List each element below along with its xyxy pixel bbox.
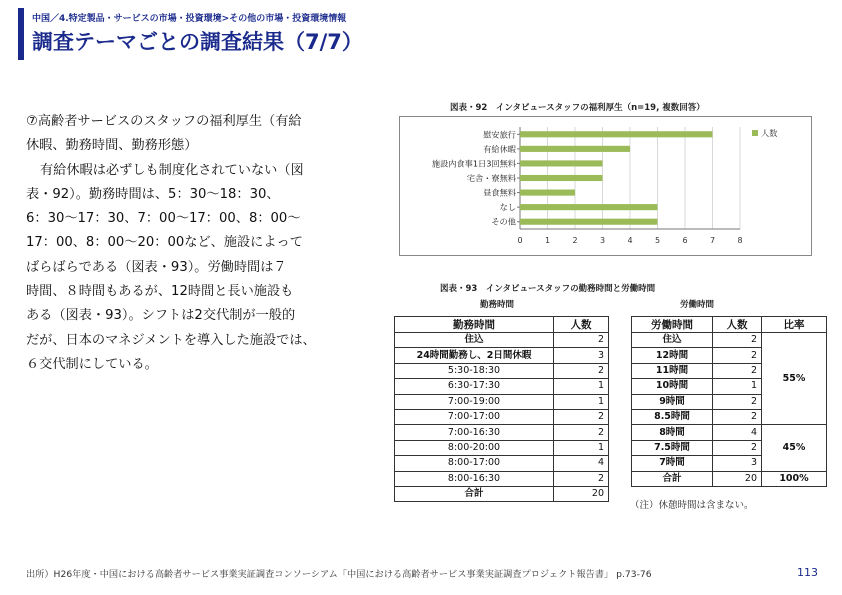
bar xyxy=(520,160,603,166)
x-tick-label: 0 xyxy=(517,236,523,245)
x-tick-label: 3 xyxy=(599,236,606,245)
table-cell: 2 xyxy=(554,471,609,486)
legend-swatch xyxy=(752,130,758,136)
bar xyxy=(520,219,658,225)
table-cell: 7時間 xyxy=(632,456,713,471)
table-row xyxy=(395,409,609,424)
table-row xyxy=(395,425,609,440)
table-cell: 20 xyxy=(713,471,762,486)
page-title: 調査テーマごとの調査結果（7/7） xyxy=(32,30,363,54)
column-header: 労働時間 xyxy=(632,317,713,333)
category-label: 施設内食事1日3回無料 xyxy=(431,158,516,169)
table-cell: 4 xyxy=(713,425,762,440)
table-cell: 8:00-20:00 xyxy=(395,440,554,455)
paragraph-line: 17：00、8：00〜20：00など、施設によって xyxy=(26,235,303,251)
paragraph-line: ６交代制にしている。 xyxy=(26,356,158,372)
figure-92-chart xyxy=(399,116,812,256)
table-cell: 2 xyxy=(554,409,609,424)
table-cell: 1 xyxy=(554,379,609,394)
x-tick-label: 7 xyxy=(709,236,716,245)
bar xyxy=(520,131,713,137)
paragraph-line: ばらばらである（図表・93）。労働時間は７ xyxy=(26,259,287,275)
paragraph-line: だが、日本のマネジメントを導入した施設では、 xyxy=(26,332,316,348)
bar xyxy=(520,175,603,181)
table-cell: 24時間勤務し、2日間休暇 xyxy=(395,348,554,363)
table-cell: 2 xyxy=(554,425,609,440)
x-tick-label: 6 xyxy=(682,236,688,245)
paragraph-line: 時間、８時間もあるが、12時間と長い施設も xyxy=(26,284,294,300)
labor-hours-label: 労働時間 xyxy=(680,300,715,310)
x-tick-label: 1 xyxy=(544,236,551,245)
category-label: なし xyxy=(499,202,516,213)
table-row xyxy=(395,363,609,378)
section-heading-line: 休暇、勤務時間、勤務形態） xyxy=(26,138,198,154)
category-label: 昼食無料 xyxy=(483,187,516,198)
bar xyxy=(520,204,658,210)
table-cell: 100% xyxy=(762,471,827,486)
breadcrumb: 中国／4.特定製品・サービスの市場・投資環境>その他の市場・投資環境情報 xyxy=(32,14,347,24)
table-cell: 6:30-17:30 xyxy=(395,379,554,394)
paragraph-line: ある（図表・93）。シフトは2交代制が一般的 xyxy=(26,308,296,324)
table-cell: 2 xyxy=(713,440,762,455)
table-cell: 2 xyxy=(713,394,762,409)
table-row xyxy=(395,394,609,409)
table-cell: 12時間 xyxy=(632,348,713,363)
table-row xyxy=(395,471,609,486)
table-total-row xyxy=(395,486,609,501)
table-cell: 5:30-18:30 xyxy=(395,363,554,378)
column-header: 勤務時間 xyxy=(395,317,554,333)
table-row xyxy=(395,348,609,363)
table-row xyxy=(632,333,827,348)
table-cell: 8:00-16:30 xyxy=(395,471,554,486)
ratio-cell: 55% xyxy=(762,333,827,425)
column-header: 人数 xyxy=(713,317,762,333)
table-cell: 8.5時間 xyxy=(632,409,713,424)
section-heading-line: ⑦高齢者サービスのスタッフの福利厚生（有給 xyxy=(26,114,302,129)
work-hours-table xyxy=(394,316,609,502)
table-cell: 20 xyxy=(554,486,609,501)
table-row xyxy=(395,379,609,394)
table-row xyxy=(632,425,827,440)
page-number: 113 xyxy=(797,566,818,579)
table-cell: 2 xyxy=(554,333,609,348)
table-cell: 7:00-17:00 xyxy=(395,409,554,424)
title-accent-bar xyxy=(18,8,24,60)
table-cell: 2 xyxy=(713,333,762,348)
category-label: 慰安旅行 xyxy=(483,129,516,140)
table-cell: 7.5時間 xyxy=(632,440,713,455)
table-cell: 1 xyxy=(713,379,762,394)
paragraph-line: 表・92）。勤務時間は、5：30〜18：30、 xyxy=(26,186,280,202)
table-header-row xyxy=(632,317,827,333)
table-cell: 3 xyxy=(554,348,609,363)
table-cell: 合計 xyxy=(632,471,713,486)
table-cell: 4 xyxy=(554,456,609,471)
body-text xyxy=(26,110,368,377)
table-cell: 7:00-16:30 xyxy=(395,425,554,440)
table-cell: 1 xyxy=(554,440,609,455)
table-row xyxy=(395,456,609,471)
work-hours-label: 勤務時間 xyxy=(480,300,515,310)
table-cell: 8:00-17:00 xyxy=(395,456,554,471)
x-tick-label: 2 xyxy=(572,236,578,245)
x-tick-label: 5 xyxy=(654,236,661,245)
table-cell: 9時間 xyxy=(632,394,713,409)
table-row xyxy=(395,440,609,455)
category-label: その他 xyxy=(491,216,516,227)
table-cell: 2 xyxy=(713,363,762,378)
table-cell: 住込 xyxy=(395,333,554,348)
column-header: 人数 xyxy=(554,317,609,333)
table-cell: 2 xyxy=(713,409,762,424)
table-cell: 7:00-19:00 xyxy=(395,394,554,409)
paragraph-line: 有給休暇は必ずしも制度化されていない（図 xyxy=(40,162,304,178)
figure-93-title: 図表・93 インタビュースタッフの勤務時間と労働時間 xyxy=(440,284,656,294)
ratio-cell: 45% xyxy=(762,425,827,471)
table-cell: 2 xyxy=(554,363,609,378)
table-cell: 10時間 xyxy=(632,379,713,394)
figure-92-title: 図表・92 インタビュースタッフの福利厚生（n=19, 複数回答） xyxy=(450,103,705,113)
table-header-row xyxy=(395,317,609,333)
category-label: 宅舎・寮無料 xyxy=(466,173,516,183)
x-tick-label: 8 xyxy=(737,236,743,245)
table-note: （注）休憩時間は含まない。 xyxy=(630,500,754,511)
category-label: 有給休暇 xyxy=(483,143,516,154)
labor-hours-table xyxy=(631,316,827,487)
bar xyxy=(520,146,630,152)
x-tick-label: 4 xyxy=(627,236,633,245)
table-cell: 住込 xyxy=(632,333,713,348)
table-cell: 1 xyxy=(554,394,609,409)
figure-92-svg xyxy=(400,117,811,255)
legend-label: 人数 xyxy=(761,128,778,138)
paragraph-line: 6：30〜17：30、7：00〜17：00、8：00〜 xyxy=(26,211,301,227)
source-citation: 出所）H26年度・中国における高齢者サービス事業実証調査コンソーシアム「中国における高齢者サービス事業実証調査プロジェクト報告書」 p.73-76 xyxy=(26,569,652,580)
table-cell: 合計 xyxy=(395,486,554,501)
table-row xyxy=(395,333,609,348)
column-header: 比率 xyxy=(762,317,827,333)
table-cell: 8時間 xyxy=(632,425,713,440)
table-total-row xyxy=(632,471,827,486)
bar xyxy=(520,190,575,196)
table-cell: 2 xyxy=(713,348,762,363)
table-cell: 3 xyxy=(713,456,762,471)
table-cell: 11時間 xyxy=(632,363,713,378)
